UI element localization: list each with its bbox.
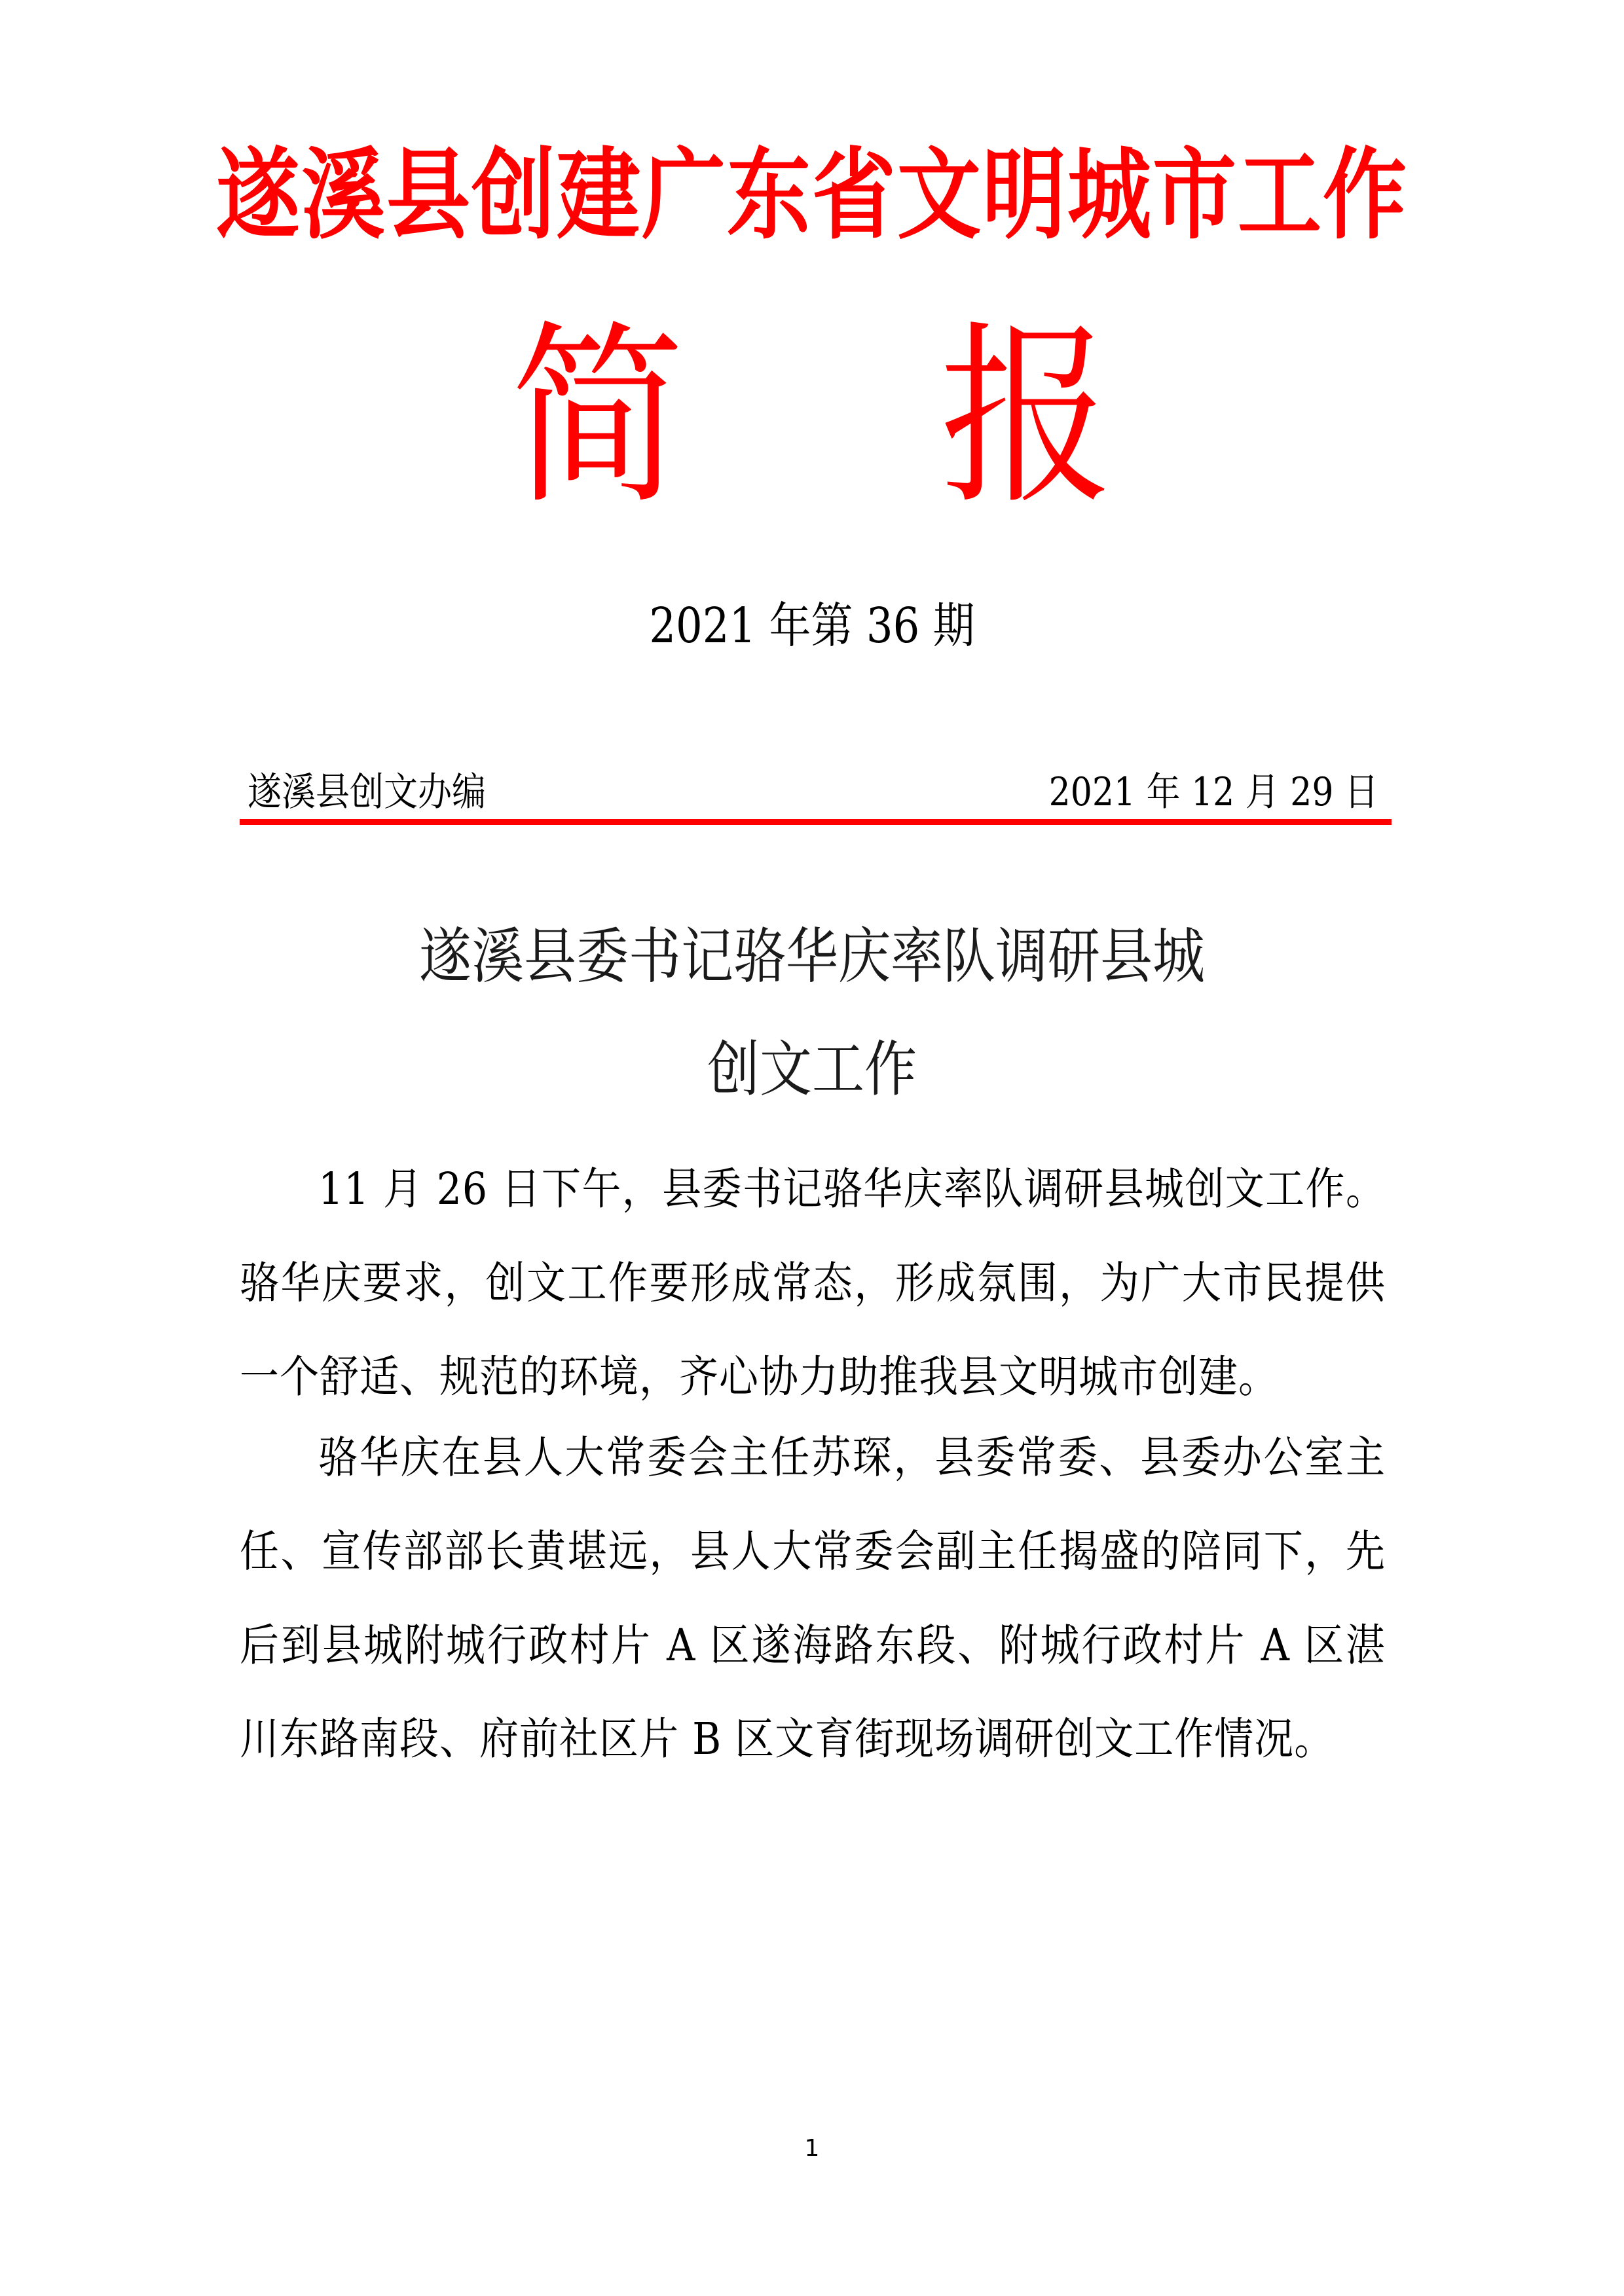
article-title-line-1: 遂溪县委书记骆华庆率队调研县城 [419, 921, 1205, 992]
masthead-char-bao: 报 [940, 304, 1113, 531]
masthead-bulletin-heading [0, 304, 1624, 531]
editor-label: 遂溪县创文办编 [248, 769, 487, 815]
article-body [240, 1142, 1386, 1765]
masthead-char-jian: 简 [511, 304, 684, 531]
publish-date: 2021 年 12 月 29 日 [1048, 769, 1378, 815]
meta-row [240, 766, 1392, 815]
article-paragraph: 11 月 26 日下午，县委书记骆华庆率队调研县城创文工作。骆华庆要求，创文工作要形成常态，形成氛围，为广大市民提供一个舒适、规范的环境，齐心协力助推我县文明城市创建。 [240, 1163, 1386, 1403]
article-title [0, 900, 1624, 1126]
article-title-line-2: 创文工作 [707, 1034, 917, 1104]
masthead-title: 遂溪县创建广东省文明城市工作 [215, 137, 1408, 253]
page-number: 1 [804, 2135, 820, 2162]
article-paragraph: 骆华庆在县人大常委会主任苏琛，县委常委、县委办公室主任、宣传部部长黄堪远，县人大常委会副主任揭盛的陪同下，先后到县城附城行政村片 A 区遂海路东段、附城行政村片 A 区湛川东路南段、府前社区片 B 区文育街现场调研创文工作情况。 [240, 1432, 1386, 1765]
red-divider-rule [240, 819, 1392, 825]
issue-number: 2021 年第 36 期 [649, 598, 975, 655]
